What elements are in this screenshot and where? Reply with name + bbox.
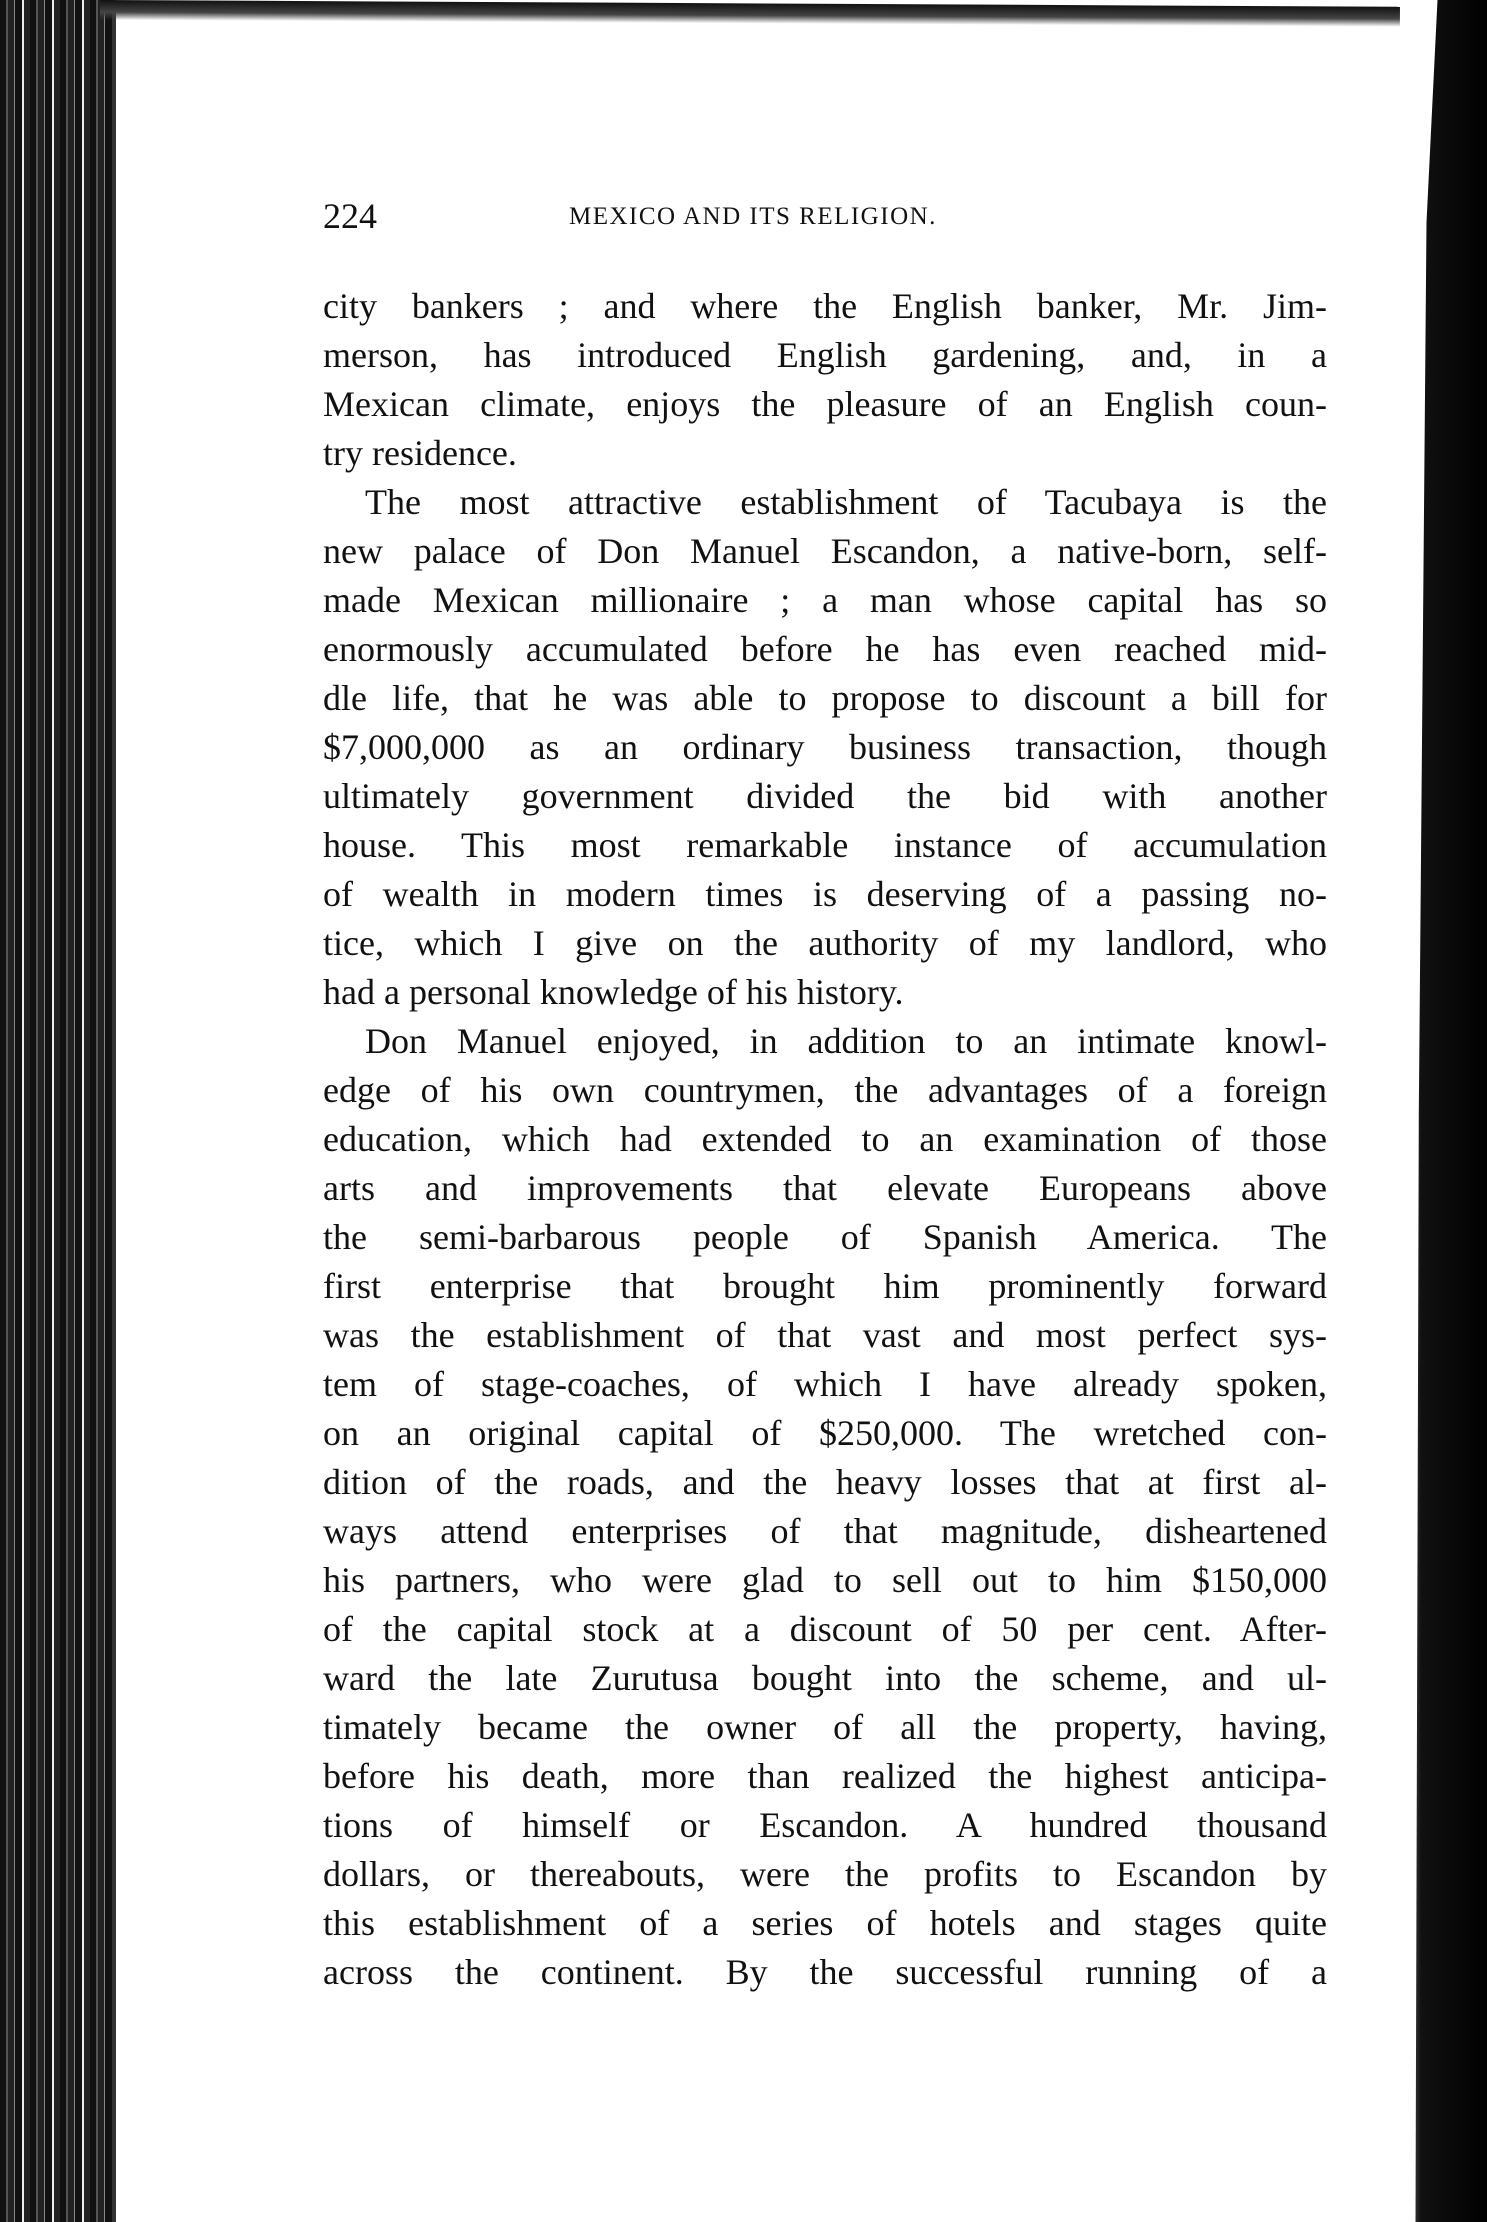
text-line: made Mexican millionaire ; a man whose capital has so (323, 580, 1327, 620)
text-line: of wealth in modern times is deserving of a passing no- (323, 874, 1327, 914)
book-binding (0, 0, 112, 2222)
text-line: dollars, or thereabouts, were the profits to Escandon by (323, 1854, 1327, 1894)
body-text (323, 282, 1327, 1997)
page-right-edge (1377, 0, 1487, 2222)
text-line: was the establishment of that vast and most perfect sys- (323, 1315, 1327, 1355)
text-line: city bankers ; and where the English banker, Mr. Jim- (323, 286, 1327, 326)
page-header (323, 195, 1083, 239)
text-line: tions of himself or Escandon. A hundred thousand (323, 1805, 1327, 1845)
text-line: tice, which I give on the authority of my landlord, who (323, 923, 1327, 963)
text-line: before his death, more than realized the highest anticipa- (323, 1756, 1327, 1796)
text-line: try residence. (323, 433, 517, 473)
running-title: MEXICO AND ITS RELIGION. (569, 203, 937, 230)
text-line: this establishment of a series of hotels and stages quite (323, 1903, 1327, 1943)
page-top-edge (100, 0, 1400, 27)
text-line: Mexican climate, enjoys the pleasure of an English coun- (323, 384, 1327, 424)
text-line: his partners, who were glad to sell out to him $150,000 (323, 1560, 1327, 1600)
page-number: 224 (323, 196, 377, 236)
text-line: Don Manuel enjoyed, in addition to an intimate knowl- (365, 1021, 1327, 1061)
text-line: of the capital stock at a discount of 50 per cent. After- (323, 1609, 1327, 1649)
text-line: dle life, that he was able to propose to discount a bill for (323, 678, 1327, 718)
text-line: the semi-barbarous people of Spanish America. The (323, 1217, 1327, 1257)
text-line: edge of his own countrymen, the advantages of a foreign (323, 1070, 1327, 1110)
text-line: education, which had extended to an examination of those (323, 1119, 1327, 1159)
text-line: ward the late Zurutusa bought into the scheme, and ul- (323, 1658, 1327, 1698)
binding-edge (112, 0, 116, 2222)
text-line: ultimately government divided the bid with another (323, 776, 1327, 816)
text-line: The most attractive establishment of Tacubaya is the (365, 482, 1327, 522)
text-line: across the continent. By the successful running of a (323, 1952, 1327, 1992)
text-line: first enterprise that brought him prominently forward (323, 1266, 1327, 1306)
text-line: tem of stage-coaches, of which I have already spoken, (323, 1364, 1327, 1404)
text-line: merson, has introduced English gardening, and, in a (323, 335, 1327, 375)
text-line: new palace of Don Manuel Escandon, a native-born, self- (323, 531, 1327, 571)
text-line: ways attend enterprises of that magnitude, disheartened (323, 1511, 1327, 1551)
text-line: $7,000,000 as an ordinary business transaction, though (323, 727, 1327, 767)
text-line: timately became the owner of all the property, having, (323, 1707, 1327, 1747)
text-line: dition of the roads, and the heavy losses that at first al- (323, 1462, 1327, 1502)
text-line: had a personal knowledge of his history. (323, 972, 904, 1012)
text-line: arts and improvements that elevate Europeans above (323, 1168, 1327, 1208)
text-line: enormously accumulated before he has even reached mid- (323, 629, 1327, 669)
text-line: on an original capital of $250,000. The wretched con- (323, 1413, 1327, 1453)
text-line: house. This most remarkable instance of accumulation (323, 825, 1327, 865)
